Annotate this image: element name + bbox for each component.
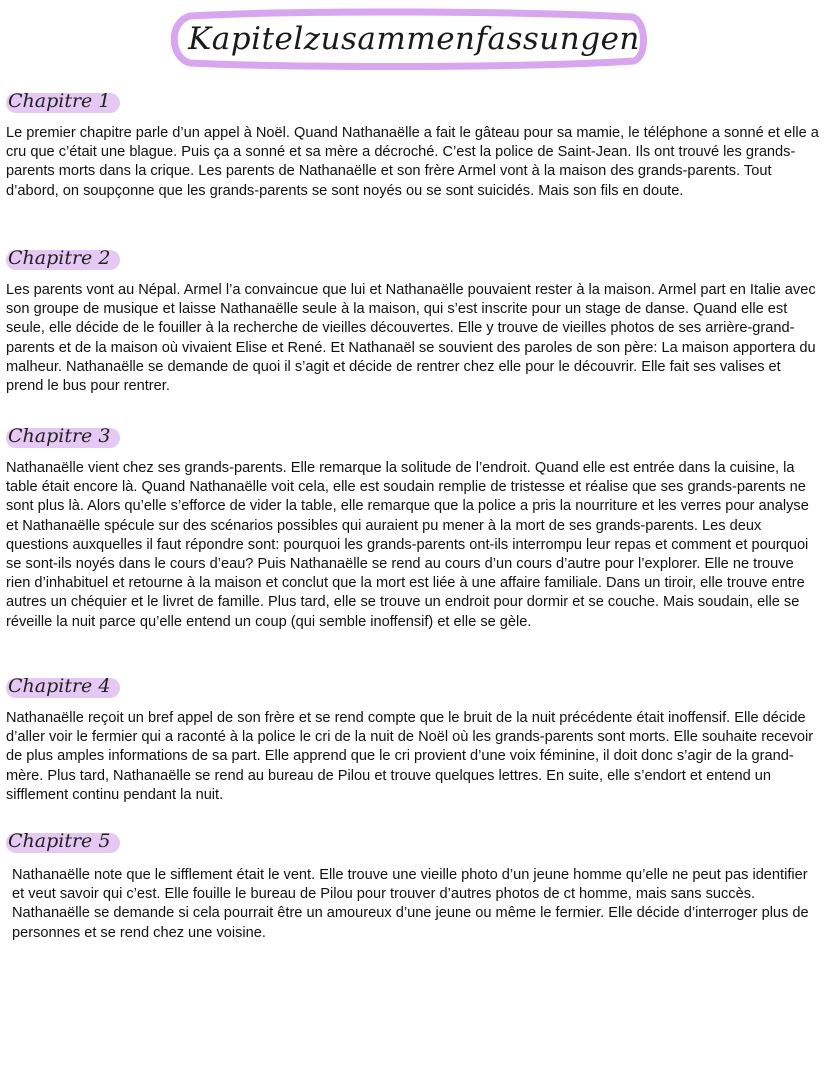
page-title: Kapitelzusammenfassungen <box>188 21 640 57</box>
chapter-4-text: Nathanaëlle reçoit un bref appel de son frère et se rend compte que le bruit de la nuit précédente était inoffensif. Elle décide d’aller voir le fermier qui a raconté à la police le cri de la nuit de Noël où les grands-parents sont morts. Elle souhaite recevoir de plus amples informations de sa part. Elle apprend que le cri provient d’une voix féminine, il doit donc s’agir de la grand-mère. Plus tard, Nathanaëlle se rend au bureau de Pilou et trouve quelques lettres. En suite, elle s’endort et entend un sifflement continu pendant la nuit. <box>6 710 814 803</box>
title-banner <box>0 8 828 72</box>
chapter-2-heading <box>6 245 120 271</box>
chapter-5-title: Chapitre 5 <box>8 830 111 852</box>
chapter-5-section <box>0 828 828 943</box>
chapter-1-text: Le premier chapitre parle d’un appel à Noël. Quand Nathanaëlle a fait le gâteau pour sa mamie, le téléphone a sonné et elle a cru que c’était une blague. Puis ça a sonné et sa mère a décroché. C’est la police de Saint-Jean. Ils ont trouvé les grands-parents morts dans la crique. Les parents de Nathanaëlle et son frère Armel vont à la maison des grands-parents. Tout d’abord, on soupçonne que les grands-parents se sont noyés ou se sont suicidés. Mais son fils en doute. <box>6 125 819 199</box>
chapter-3-section <box>0 423 828 632</box>
chapter-3-text: Nathanaëlle vient chez ses grands-parents. Elle remarque la solitude de l’endroit. Quand elle est entrée dans la cuisine, la table était encore là. Quand Nathanaëlle voit cela, elle est soudain remplie de tristesse et réalise que ses grands-parents ne sont plus là. Alors qu’elle s’efforce de vider la table, elle remarque que la police a pris la nourriture et les verres pour analyse et Nathanaëlle spécule sur des scénarios possibles qui auraient pu mener à la mort de ses grands-parents. Les deux questions auxquelles il faut répondre sont: pourquoi les grands-parents ont-ils interrompu leur repas et comment et pourquoi se sont-ils noyés dans le cours d’eau? Puis Nathanaëlle se rend au cours d’un cours d’autre pour l’explorer. Elle ne trouve rien d’inhabituel et retourne à la maison et conclut que la mort est liée à une affaire familiale. Dans un tiroir, elle trouve entre autres un chéquier et le livret de famille. Plus tard, elle se trouve un endroit pour dormir et se couche. Mais soudain, elle se réveille la nuit parce qu’elle entend un coup (qui semble inoffensif) et elle se gèle. <box>6 460 809 630</box>
chapter-1-heading <box>6 88 120 114</box>
chapter-2-section <box>0 245 828 396</box>
chapter-3-title: Chapitre 3 <box>8 425 111 447</box>
chapter-3-heading <box>6 423 120 449</box>
chapter-1-section <box>0 88 828 201</box>
chapter-4-title: Chapitre 4 <box>8 675 111 697</box>
chapter-4-heading <box>6 673 120 699</box>
chapter-5-heading <box>6 828 120 854</box>
chapter-2-text: Les parents vont au Népal. Armel l’a convaincue que lui et Nathanaëlle pouvaient rester à la maison. Armel part en Italie avec son groupe de musique et laisse Nathanaëlle seule à la maison, qui s’est inscrite pour un stage de danse. Quand elle est seule, elle décide de le fouiller à la recherche de vieilles découvertes. Elle y trouve de vieilles photos de ses arrière-grand-parents et de la maison où vivaient Elise et René. Et Nathanaël se souvient des paroles de son père: La maison apportera du malheur. Nathanaëlle se demande de quoi il s’agit et décide de rentrer chez elle pour le découvrir. Elle fait ses valises et prend le bus pour rentrer. <box>6 282 816 395</box>
chapter-5-text: Nathanaëlle note que le sifflement était le vent. Elle trouve une vieille photo d’un jeune homme qu’elle ne peut pas identifier et veut savoir qui c’est. Elle fouille le bureau de Pilou pour trouver d’autres photos de ct homme, mais sans succès. Nathanaëlle se demande si cela pourrait être un amoureux d’une jeune ou même le fermier. Elle décide d’interroger plus de personnes et se rend chez une voisine. <box>12 867 809 941</box>
chapter-4-section <box>0 673 828 805</box>
chapter-2-title: Chapitre 2 <box>8 247 111 269</box>
chapter-1-title: Chapitre 1 <box>8 90 111 112</box>
